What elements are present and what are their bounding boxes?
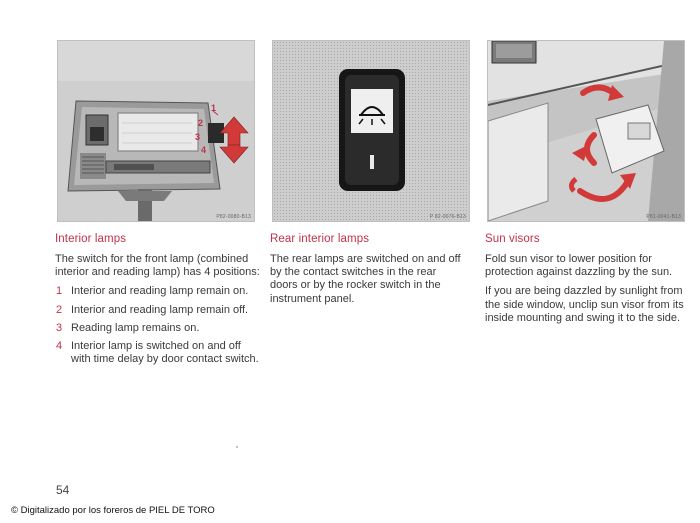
callout-3: 3	[195, 132, 201, 142]
figure-rear-lamp-switch	[272, 40, 470, 222]
callout-2: 2	[198, 118, 204, 128]
list-item	[55, 285, 261, 298]
section-title: Rear interior lamps	[270, 233, 370, 245]
item-text: Reading lamp remains on.	[71, 321, 200, 334]
item-text: Interior and reading lamp remain off.	[71, 303, 249, 316]
section-title: Interior lamps	[55, 233, 127, 245]
callout-1: 1	[211, 103, 217, 113]
item-text: Interior lamp is switched on and off with time delay by door contact switch.	[71, 340, 259, 366]
figure-sun-visor	[487, 40, 685, 222]
figure-interior-lamp	[57, 40, 255, 222]
section-intro: The switch for the front lamp (combined interior and reading lamp) has 4 positions:	[55, 253, 260, 279]
list-item	[55, 304, 261, 317]
item-number: 4	[56, 340, 63, 353]
interior-lamp-illustration	[58, 41, 254, 221]
positions-list	[55, 285, 261, 366]
item-number: 2	[56, 303, 63, 316]
sun-visor-illustration	[488, 41, 684, 221]
section-paragraph: If you are being dazzled by sunlight from the side window, unclip sun visor from its inside mounting and swing it to the side.	[485, 285, 684, 324]
item-text: Interior and reading lamp remain on.	[71, 285, 249, 298]
section-paragraph: Fold sun visor to lower position for protection against dazzling by the sun.	[485, 253, 673, 279]
page-number: 54	[56, 483, 70, 497]
scan-credit: © Digitalizado por los foreros de PIEL DE TORO	[11, 505, 215, 516]
figure-code: P 82-0076-B13	[429, 214, 466, 220]
section-rear-interior-lamps	[270, 233, 466, 312]
section-title: Sun visors	[485, 233, 540, 245]
item-number: 1	[56, 285, 63, 298]
figure-code: P82-0080-B13	[216, 214, 251, 220]
rocker-switch-illustration	[273, 41, 469, 221]
callout-4: 4	[201, 145, 207, 155]
scan-speck	[236, 446, 238, 448]
item-number: 3	[56, 321, 63, 334]
section-sun-visors	[485, 233, 685, 331]
figure-code: P81-0041-B13	[646, 214, 681, 220]
section-interior-lamps	[55, 233, 261, 371]
list-item	[55, 322, 261, 335]
section-body: The rear lamps are switched on and off by the contact switches in the rear doors or by the rocker switch in the instrument panel.	[270, 253, 461, 305]
list-item	[55, 340, 261, 366]
